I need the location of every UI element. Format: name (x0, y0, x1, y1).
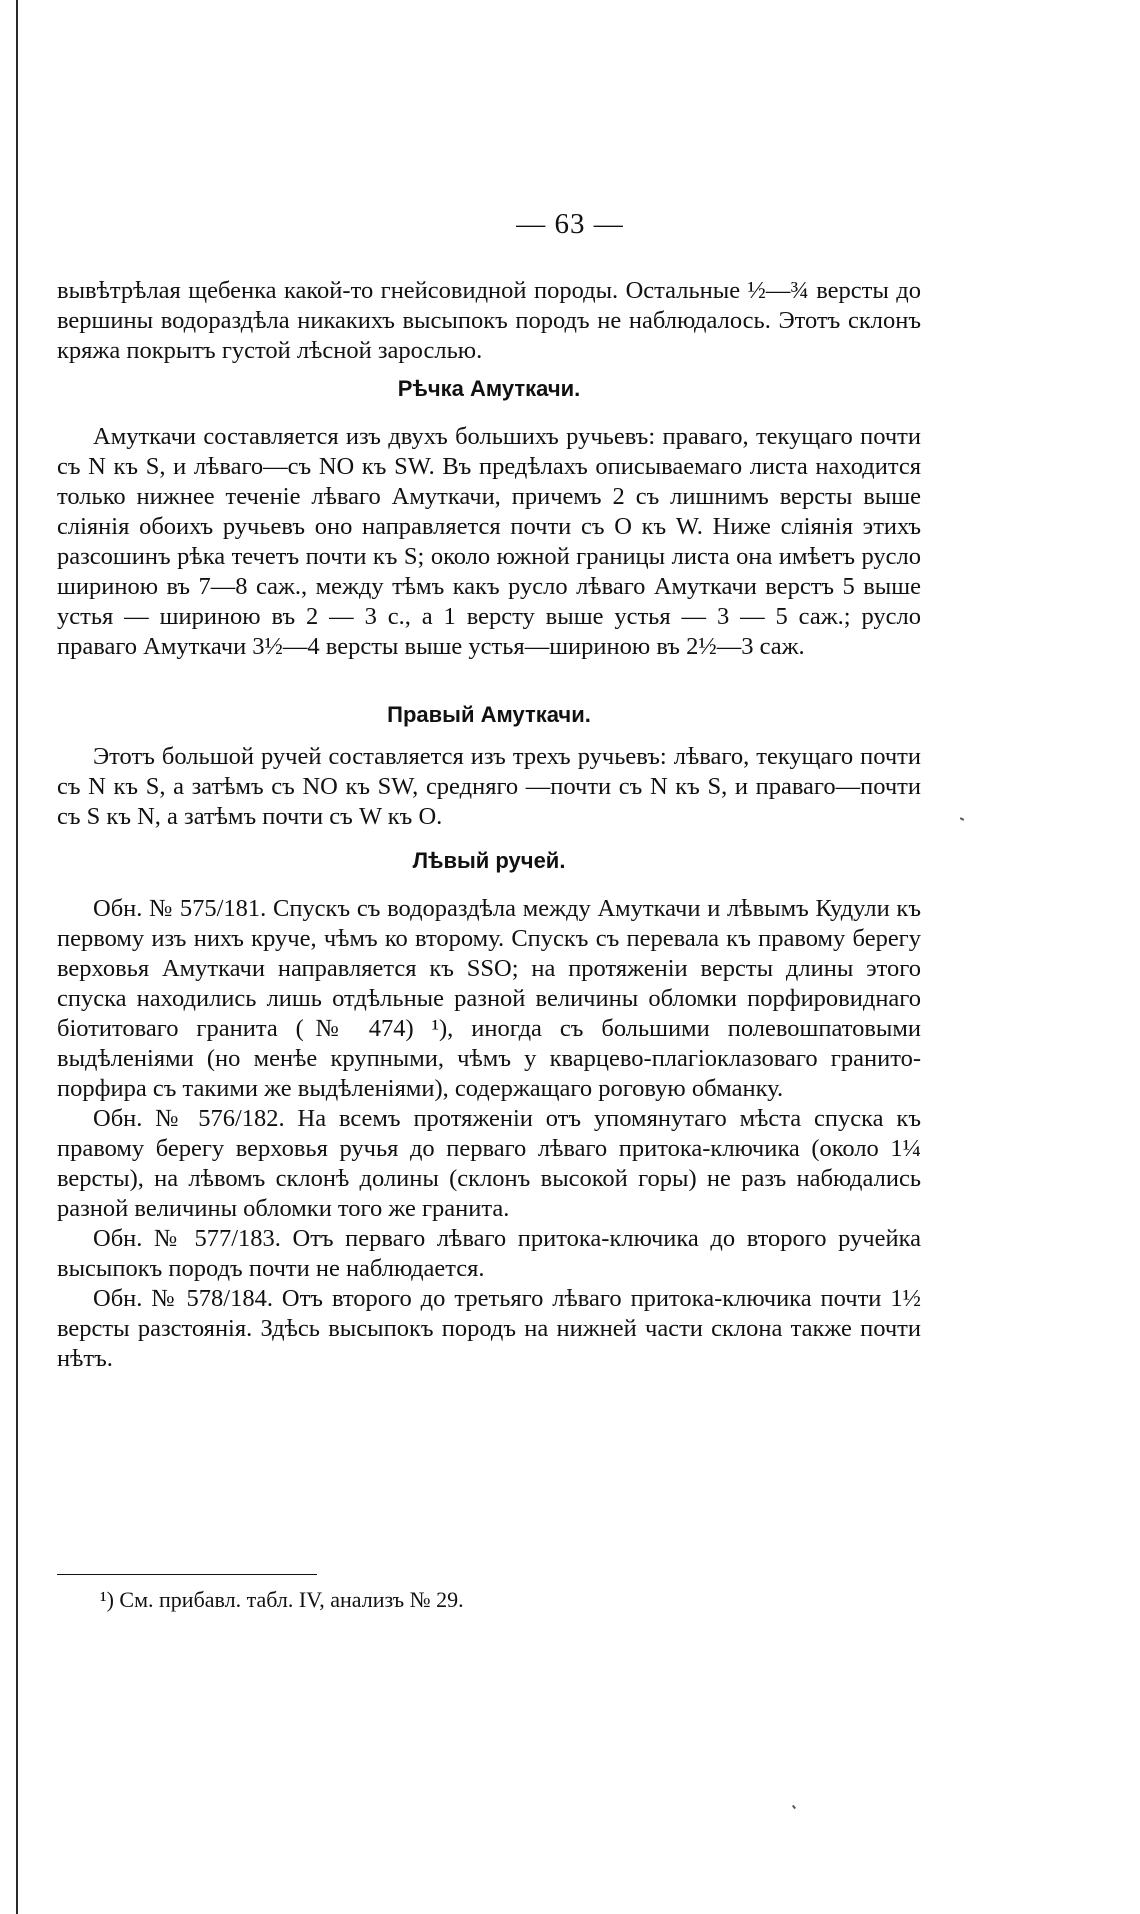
paragraph-obn-575: Обн. № 575/181. Спускъ съ водораздѣла между Амуткачи и лѣвымъ Кудули къ первому изъ нихъ круче, чѣмъ ко второму. Спускъ съ перевала къ правому берегу верховья Амуткачи направляется къ SSO; на протяженіи версты длины этого спуска находились лишь отдѣльные разной величины обломки порфировиднаго біотитоваго гранита (№ 474) ¹), иногда съ большими полевошпатовыми выдѣленіями (но менѣе крупными, чѣмъ у кварцево-плагіоклазоваго гранито-порфира съ такими же выдѣленіями), содержащаго роговую обманку. (57, 895, 921, 1102)
scan-speck (792, 1805, 796, 1809)
paragraph-amutkachi: Амуткачи составляется изъ двухъ большихъ ручьевъ: праваго, текущаго почти съ N къ S, и лѣваго—съ NO къ SW. Въ предѣлахъ описываемаго листа находится только нижнее теченіе лѣваго Амуткачи, причемъ 2 съ лишнимъ версты выше сліянія обоихъ ручьевъ оно направляется почти съ O къ W. Ниже сліянія этихъ разсошинъ рѣка течетъ почти къ S; около южной границы листа она имѣетъ русло шириною въ 7—8 саж., между тѣмъ какъ русло лѣваго Амуткачи верстъ 5 выше устья — шириною въ 2 — 3 с., а 1 версту выше устья — 3 — 5 саж.; русло праваго Амуткачи 3½—4 версты выше устья—шириною въ 2½—3 саж. (57, 423, 921, 660)
paragraph-obn-576: Обн. № 576/182. На всемъ протяженіи отъ упомянутаго мѣста спуска къ правому берегу верховья ручья до перваго лѣваго притока-ключика (около 1¼ версты), на лѣвомъ склонѣ долины (склонъ высокой горы) не разъ набюдались разной величины обломки того же гранита. (57, 1105, 921, 1222)
paragraph-continuation: вывѣтрѣлая щебенка какой-то гнейсовидной породы. Остальные ½—¾ версты до вершины водораздѣла никакихъ высыпокъ породъ не наблюдалось. Этотъ склонъ кряжа покрытъ густой лѣсной зарослью. (57, 277, 921, 364)
footnote: ¹) См. прибавл. табл. IV, анализъ № 29. (100, 1587, 464, 1612)
paragraph-obn-577: Обн. № 577/183. Отъ перваго лѣваго притока-ключика до второго ручейка высыпокъ породъ почти не наблюдается. (57, 1225, 921, 1282)
section-heading-right-amutkachi: Правый Амуткачи. (387, 702, 591, 727)
section-heading-left-stream: Лѣвый ручей. (412, 848, 566, 873)
page-edge-rule (16, 0, 18, 1914)
footnote-divider (57, 1574, 317, 1575)
page-number: — 63 — (516, 208, 624, 240)
paragraph-obn-578: Обн. № 578/184. Отъ второго до третьяго лѣваго притока-ключика почти 1½ версты разстоянія. Здѣсь высыпокъ породъ на нижней части склона также почти нѣтъ. (57, 1285, 921, 1372)
paragraph-right-amutkachi: Этотъ большой ручей составляется изъ трехъ ручьевъ: лѣваго, текущаго почти съ N къ S, а затѣмъ съ NO къ SW, средняго —почти съ N къ S, и праваго—почти съ S къ N, а затѣмъ почти съ W къ O. (57, 743, 921, 830)
scan-speck (960, 817, 964, 821)
section-heading-amutkachi: Рѣчка Амуткачи. (397, 376, 581, 401)
page-body (57, 276, 921, 1374)
